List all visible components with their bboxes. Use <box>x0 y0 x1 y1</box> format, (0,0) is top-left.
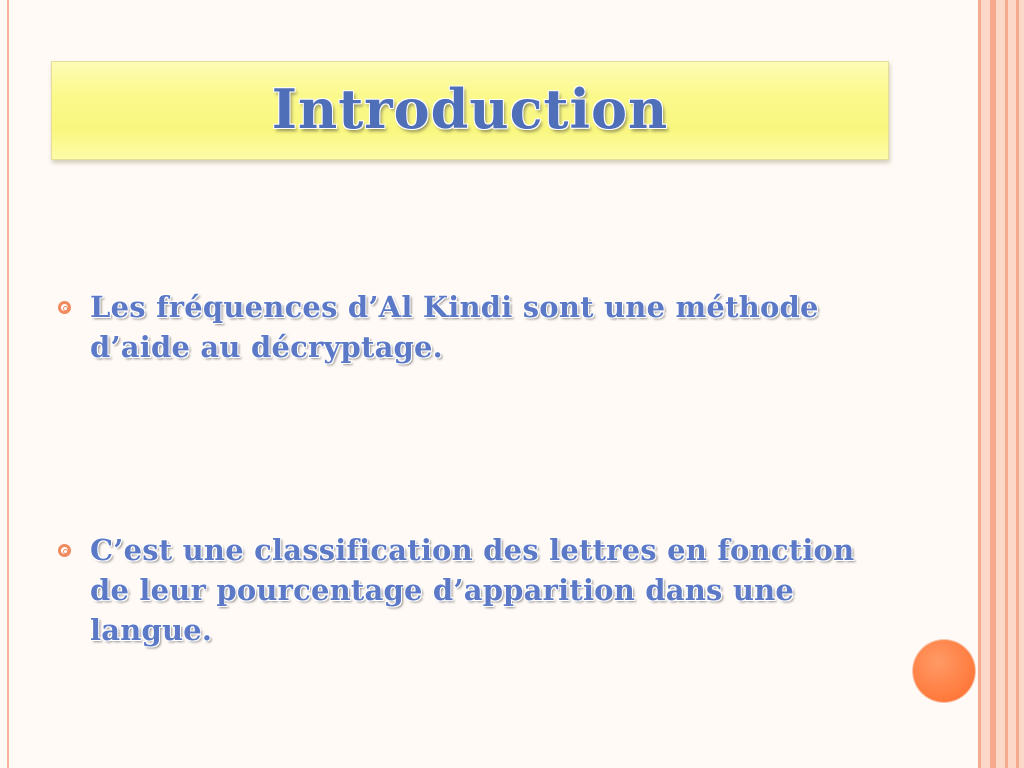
circle-bullet-icon <box>58 544 71 557</box>
orange-circle-decoration <box>913 640 975 702</box>
slide-title: Introduction <box>271 76 669 141</box>
title-box <box>51 61 889 160</box>
right-stripe <box>1016 0 1019 768</box>
circle-bullet-icon <box>58 301 71 314</box>
bullet-text: Les fréquences d’Al Kindi sont une méthode d’aide au décryptage. <box>90 290 819 364</box>
right-stripe <box>990 0 996 768</box>
right-stripe <box>978 0 981 768</box>
bullet-item <box>58 287 878 367</box>
bullet-item <box>58 530 878 650</box>
left-decorative-line <box>7 0 9 768</box>
right-stripe <box>1005 0 1008 768</box>
bullet-text: C’est une classification des lettres en fonction de leur pourcentage d’apparition dans une langue. <box>90 533 855 647</box>
